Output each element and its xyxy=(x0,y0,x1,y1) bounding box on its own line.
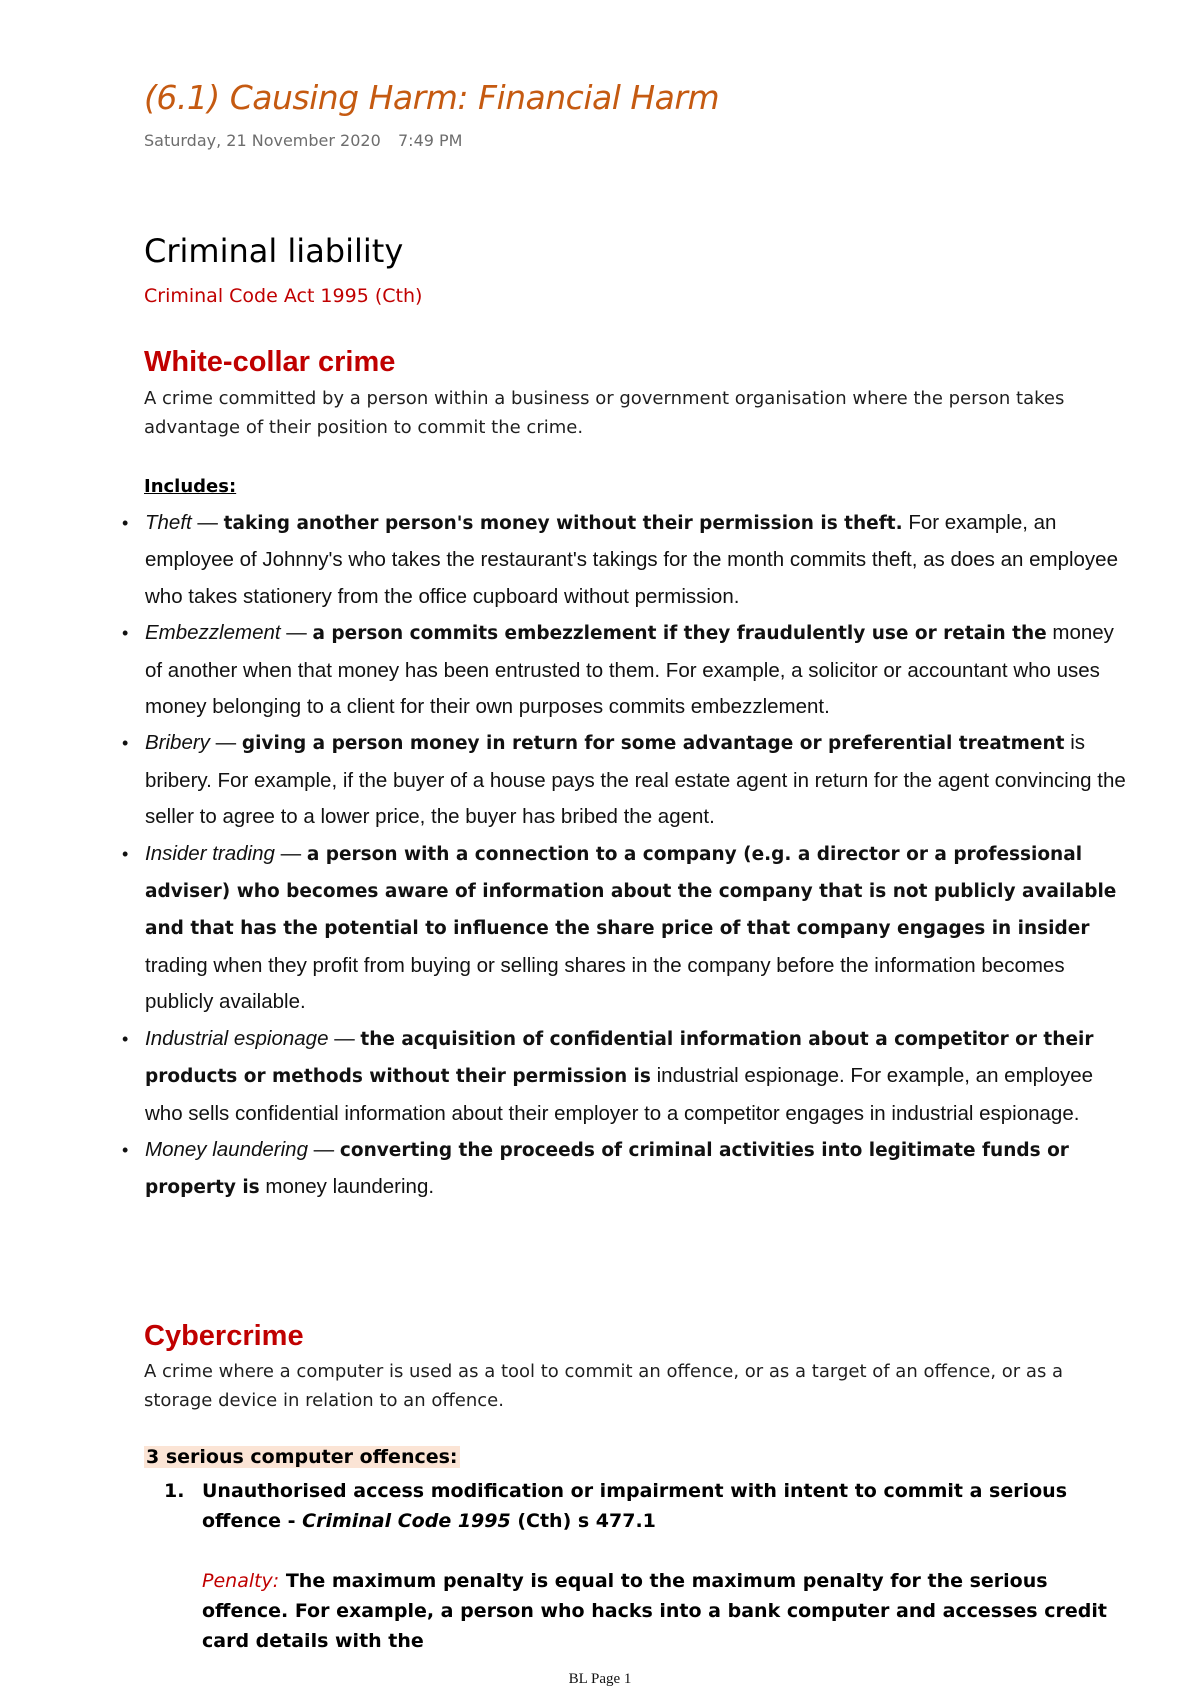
section-subtitle: Criminal Code Act 1995 (Cth) xyxy=(144,285,423,307)
page-date: Saturday, 21 November 2020 xyxy=(144,131,381,150)
offence-act: Criminal Code 1995 xyxy=(302,1510,511,1532)
penalty-text: The maximum penalty is equal to the maximum penalty for the serious offence. For example, a person who hacks into a bank computer and accesses credit card details with the xyxy=(202,1570,1107,1652)
cybercrime-description: A crime where a computer is used as a tool to commit an offence, or as a target of an offence, or as a storage device in relation to an offence. xyxy=(144,1361,1064,1411)
bullet-icon: • xyxy=(122,733,129,754)
page-footer: BL Page 1 xyxy=(568,1671,632,1687)
white-collar-description: A crime committed by a person within a business or government organisation where the person takes advantage of their position to commit the crime. xyxy=(144,388,1065,438)
item-dash: — xyxy=(191,511,224,534)
list-item xyxy=(120,836,1130,1021)
item-term: Money laundering xyxy=(145,1137,308,1161)
item-definition: converting the proceeds of criminal activities into legitimate funds or property is xyxy=(145,1139,1069,1199)
white-collar-heading: White-collar crime xyxy=(144,346,396,378)
item-rest: is bribery. For example, if the buyer of a house pays the real estate agent in return for the agent convincing the seller to agree to a lower price, the buyer has bribed the agent. xyxy=(145,731,1126,829)
list-item xyxy=(120,725,1130,835)
penalty-block xyxy=(202,1566,1124,1656)
list-item xyxy=(120,505,1130,615)
white-collar-list xyxy=(120,505,1130,1207)
item-term: Theft xyxy=(145,511,192,534)
item-rest: trading when they profit from buying or selling shares in the company before the information becomes publicly available. xyxy=(145,953,1065,1014)
item-dash: — xyxy=(328,1026,361,1050)
item-term: Bribery xyxy=(145,731,210,755)
item-definition: taking another person's money without their permission is theft. xyxy=(223,513,903,534)
offences-list xyxy=(144,1476,1124,1656)
item-term: Embezzlement xyxy=(145,621,281,645)
bullet-icon: • xyxy=(122,843,129,864)
penalty-label: Penalty: xyxy=(202,1570,280,1592)
item-dash: — xyxy=(280,621,313,645)
bullet-icon: • xyxy=(122,1028,129,1049)
offence-number: 1. xyxy=(164,1480,185,1502)
item-term: Insider trading xyxy=(145,841,275,865)
list-item xyxy=(120,615,1130,725)
page-time: 7:49 PM xyxy=(398,131,463,150)
section-heading: Criminal liability xyxy=(144,232,404,270)
bullet-icon: • xyxy=(122,623,129,644)
bullet-icon: • xyxy=(122,1139,129,1160)
offence-cite: (Cth) s 477.1 xyxy=(510,1510,656,1532)
cybercrime-heading: Cybercrime xyxy=(144,1320,304,1352)
item-rest: money of another when that money has been entrusted to them. For example, a solicitor or accountant who uses money belonging to a client for their own purposes commits embezzlement. xyxy=(145,621,1114,719)
list-item xyxy=(120,1132,1130,1207)
includes-label: Includes: xyxy=(144,476,237,497)
offence-text: Unauthorised access modification or impairment with intent to commit a serious offence - xyxy=(202,1480,1068,1532)
item-term: Industrial espionage xyxy=(145,1026,329,1050)
item-dash: — xyxy=(274,841,307,865)
item-definition: giving a person money in return for some advantage or preferential treatment xyxy=(241,733,1065,755)
list-item xyxy=(144,1476,1124,1656)
item-definition: a person commits embezzlement if they fraudulently use or retain the xyxy=(312,623,1047,645)
item-rest: For example, an employee of Johnny's who takes the restaurant's takings for the month commits theft, as does an employee who takes stationery from the office cupboard without permission. xyxy=(145,511,1118,608)
item-definition: a person with a connection to a company (e.g. a director or a professional adviser) who becomes aware of information about the company that is not publicly available and that has the potential to influence the share price of that company engages in insider xyxy=(145,843,1117,940)
item-rest: industrial espionage. For example, an employee who sells confidential information about their employer to a competitor engages in industrial espionage. xyxy=(145,1064,1094,1125)
page-title: (6.1) Causing Harm: Financial Harm xyxy=(144,78,720,117)
bullet-icon: • xyxy=(122,513,129,533)
item-dash: — xyxy=(307,1137,340,1161)
offences-label: 3 serious computer offences: xyxy=(146,1446,458,1468)
item-dash: — xyxy=(209,731,242,755)
item-rest: money laundering. xyxy=(259,1175,435,1199)
item-definition: the acquisition of confidential information about a competitor or their products or methods without their permission is xyxy=(145,1028,1094,1088)
list-item xyxy=(120,1021,1130,1132)
